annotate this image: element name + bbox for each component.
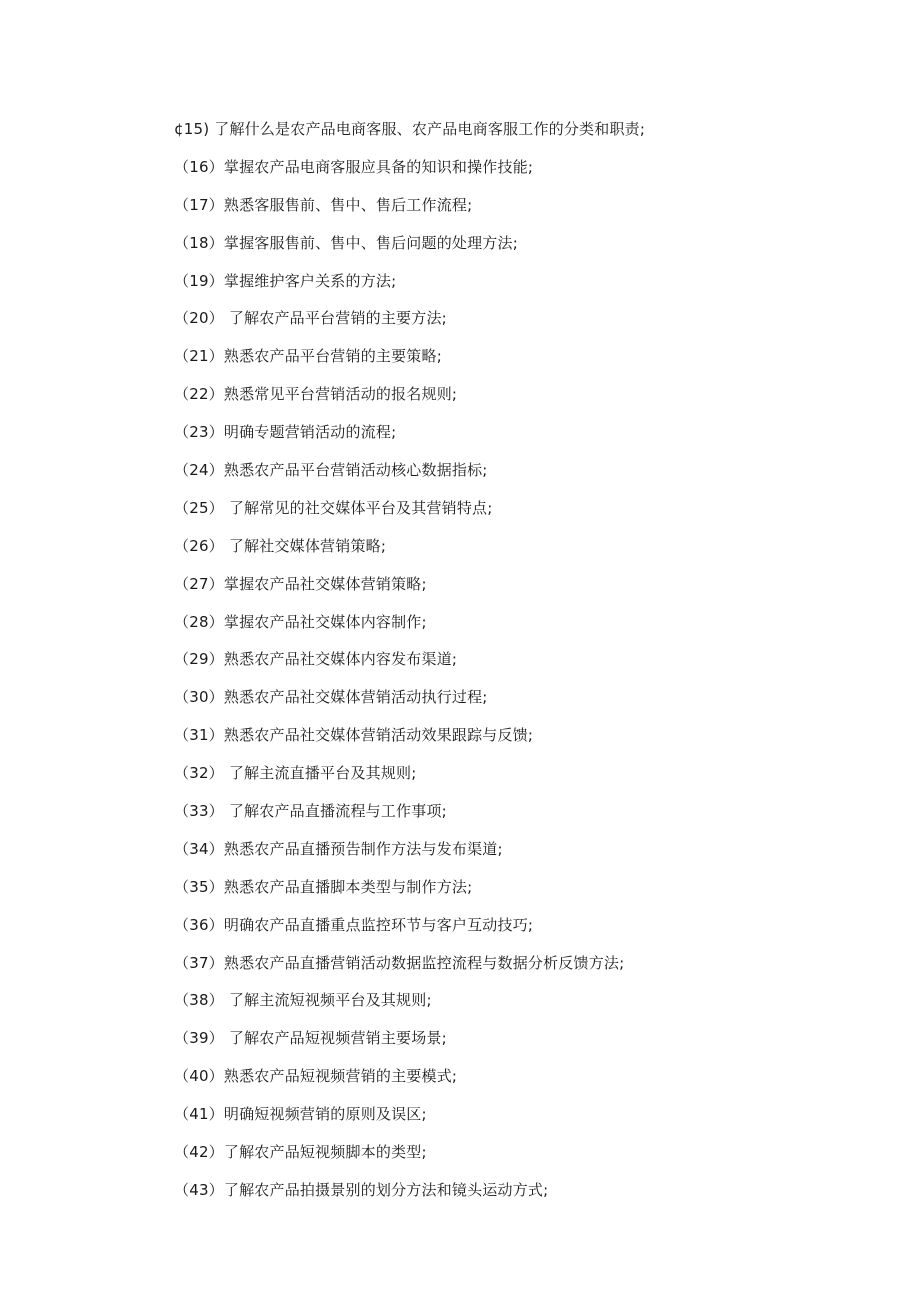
objectives-list — [174, 114, 874, 1213]
list-item: （17）熟悉客服售前、售中、售后工作流程; — [174, 195, 473, 214]
list-item: （28）掌握农产品社交媒体内容制作; — [174, 612, 427, 631]
list-item: （43）了解农产品拍摄景别的划分方法和镜头运动方式; — [174, 1180, 549, 1199]
list-item: （38） 了解主流短视频平台及其规则; — [174, 991, 432, 1010]
list-item: （24）熟悉农产品平台营销活动核心数据指标; — [174, 461, 488, 480]
list-item: （23）明确专题营销活动的流程; — [174, 423, 397, 442]
list-item: （40）熟悉农产品短视频营销的主要模式; — [174, 1067, 458, 1086]
list-item: （22）熟悉常见平台营销活动的报名规则; — [174, 385, 458, 404]
list-item: （32） 了解主流直播平台及其规则; — [174, 764, 417, 783]
list-item: （30）熟悉农产品社交媒体营销活动执行过程; — [174, 688, 488, 707]
list-item: （21）熟悉农产品平台营销的主要策略; — [174, 347, 442, 366]
list-item: （25） 了解常见的社交媒体平台及其营销特点; — [174, 498, 493, 517]
list-item: （27）掌握农产品社交媒体营销策略; — [174, 574, 427, 593]
list-item: （42）了解农产品短视频脚本的类型; — [174, 1143, 427, 1162]
list-item: （26） 了解社交媒体营销策略; — [174, 536, 387, 555]
list-item: （18）掌握客服售前、售中、售后问题的处理方法; — [174, 233, 518, 252]
list-item: （36）明确农产品直播重点监控环节与客户互动技巧; — [174, 915, 534, 934]
list-item: （31）熟悉农产品社交媒体营销活动效果跟踪与反馈; — [174, 726, 534, 745]
list-item: （34）熟悉农产品直播预告制作方法与发布渠道; — [174, 839, 503, 858]
list-item: ¢15) 了解什么是农产品电商客服、农产品电商客服工作的分类和职责; — [174, 120, 646, 138]
list-item: （37）熟悉农产品直播营销活动数据监控流程与数据分析反馈方法; — [174, 953, 625, 972]
list-item: （20） 了解农产品平台营销的主要方法; — [174, 309, 447, 328]
list-item: （39） 了解农产品短视频营销主要场景; — [174, 1029, 447, 1048]
list-item: （29）熟悉农产品社交媒体内容发布渠道; — [174, 650, 458, 669]
list-item: （19）掌握维护客户关系的方法; — [174, 271, 397, 290]
list-item: （35）熟悉农产品直播脚本类型与制作方法; — [174, 877, 473, 896]
list-item: （16）掌握农产品电商客服应具备的知识和操作技能; — [174, 157, 534, 176]
list-item: （33） 了解农产品直播流程与工作事项; — [174, 802, 447, 821]
list-item: （41）明确短视频营销的原则及误区; — [174, 1105, 427, 1124]
